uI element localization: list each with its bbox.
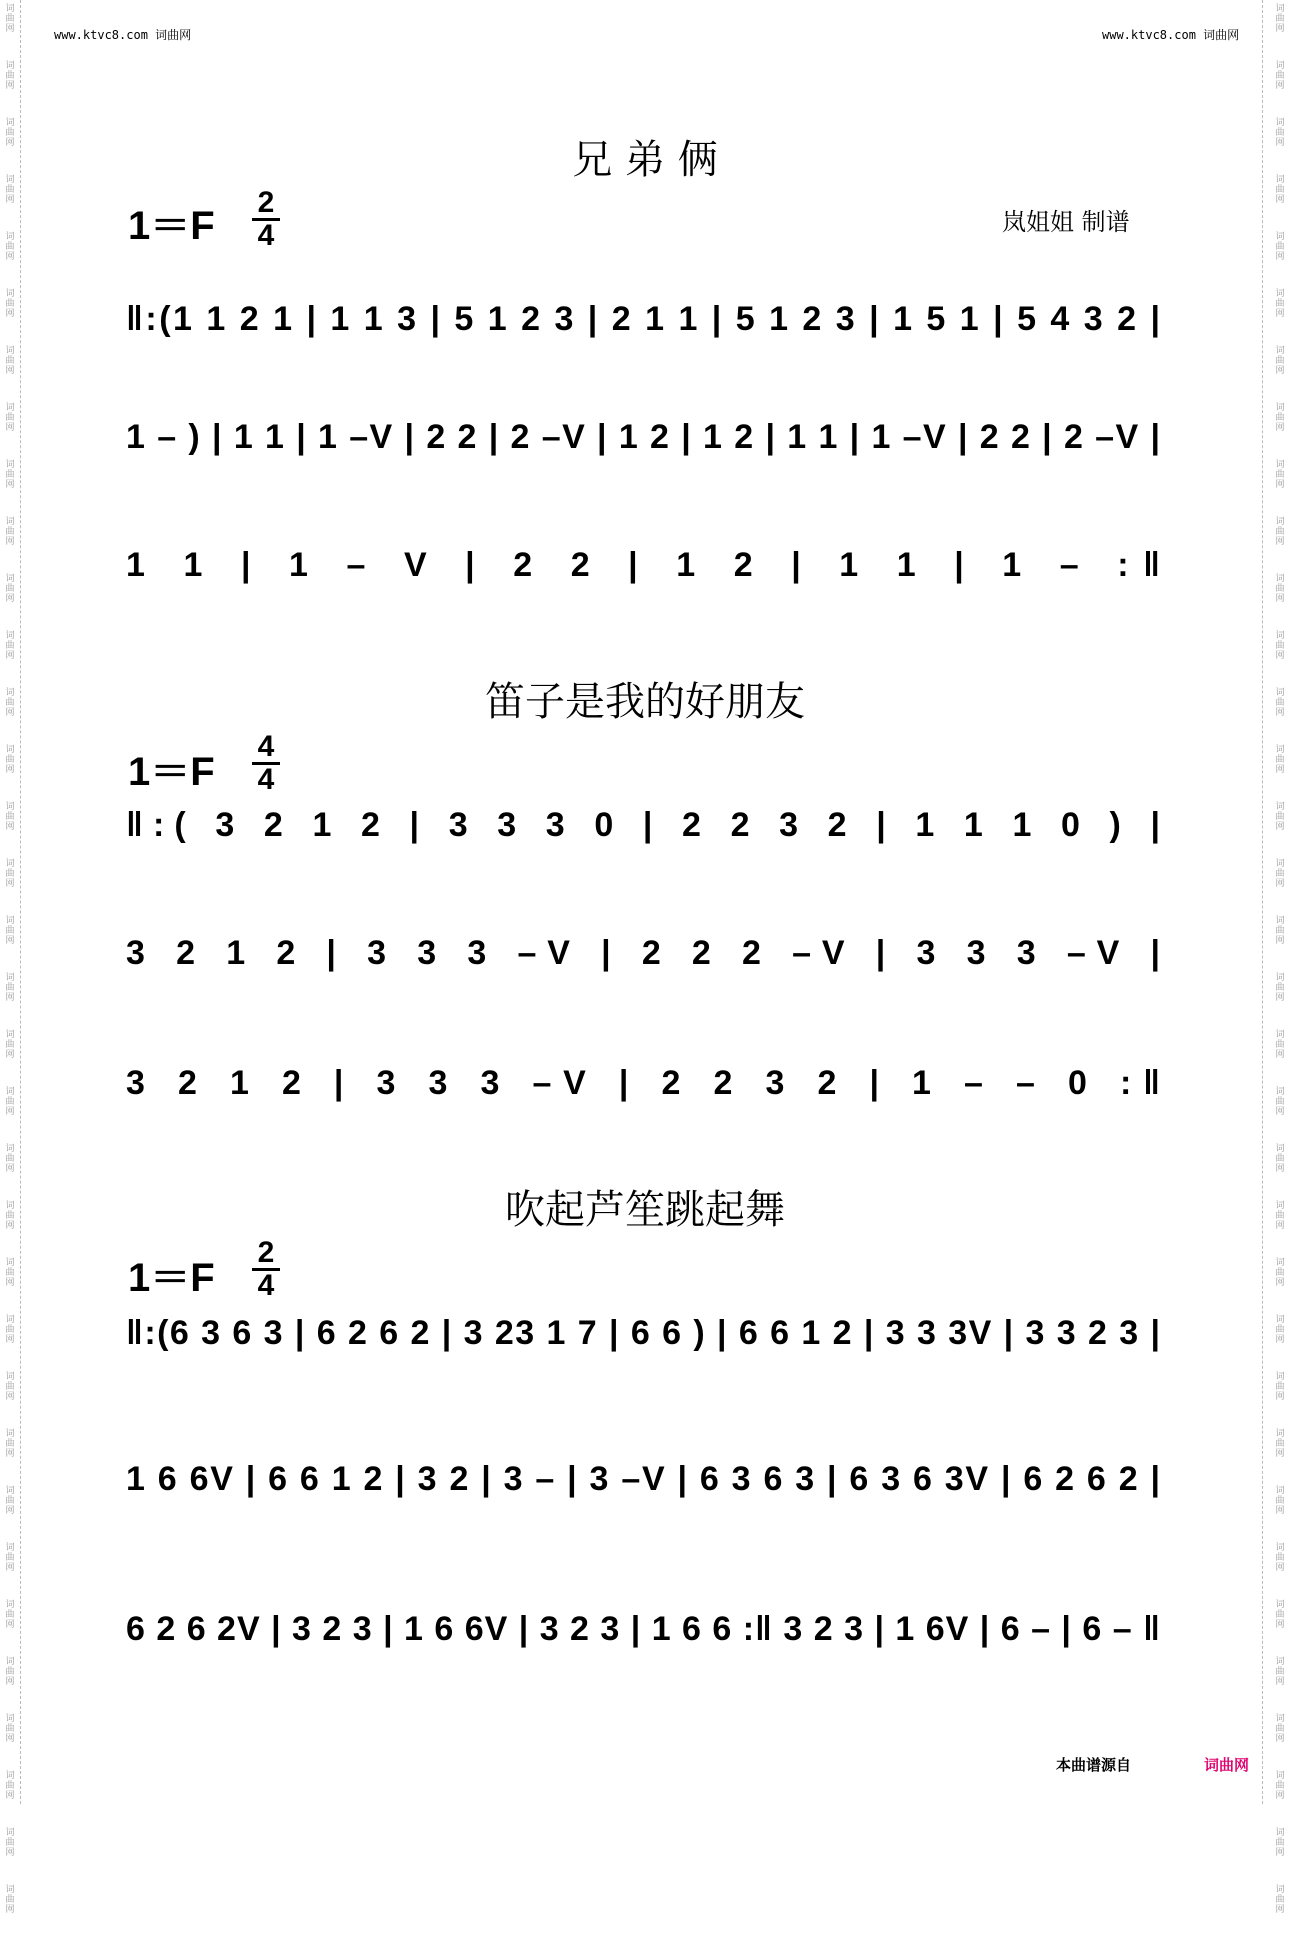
time-top: 2 — [257, 186, 275, 219]
score-line — [126, 1050, 1166, 1120]
time-top: 2 — [257, 1236, 275, 1269]
score-notes: 6 2 6 2V | 3 2 3 | 1 6 6V | 3 2 3 | 1 6 6 :‖ 3 2 3 | 1 6V | 6 – | 6 – ‖ — [126, 1610, 1160, 1648]
time-signature — [248, 1238, 284, 1301]
score-line — [126, 532, 1166, 602]
right-margin-line — [1262, 0, 1263, 1804]
score-line-svg — [126, 532, 1166, 602]
time-bottom: 4 — [257, 763, 275, 796]
site-watermark-left: www.ktvc8.com 词曲网 — [54, 28, 192, 42]
score-notes: ‖:( 3 2 1 2 | 3 3 3 0 | 2 2 3 2 | 1 1 1 0 ) | — [126, 806, 1160, 844]
footer-source-site[interactable]: 词曲网 — [1204, 1756, 1250, 1774]
score-line — [126, 920, 1166, 990]
score-line-svg — [126, 792, 1166, 862]
score-notes: ‖:(1 1 2 1 | 1 1 3 | 5 1 2 3 | 2 1 1 | 5 1 2 3 | 1 5 1 | 5 4 3 2 | — [126, 300, 1160, 338]
time-bottom: 4 — [257, 219, 275, 252]
score-line — [126, 792, 1166, 862]
score-notes: 1 – ) | 1 1 | 1 –V | 2 2 | 2 –V | 1 2 | 1 2 | 1 1 | 1 –V | 2 2 | 2 –V | — [126, 418, 1161, 456]
arranger-credit: 岚姐姐 制谱 — [1002, 208, 1130, 236]
score-line — [126, 1596, 1166, 1666]
site-watermark-right: www.ktvc8.com 词曲网 — [1102, 28, 1240, 42]
score-notes: ‖:(6 3 6 3 | 6 2 6 2 | 3 23 1 7 | 6 6 ) | 6 6 1 2 | 3 3 3V | 3 3 2 3 | — [126, 1314, 1160, 1352]
score-line-svg — [126, 1300, 1166, 1370]
score-notes: 1 1 | 1 – V | 2 2 | 1 2 | 1 1 | 1 – :‖ — [126, 546, 1161, 584]
score-line — [126, 1300, 1166, 1370]
score-line — [126, 404, 1166, 474]
left-margin-line — [20, 0, 21, 1804]
score-line-svg — [126, 1050, 1166, 1120]
footer-source-label: 本曲谱源自 — [1056, 1756, 1132, 1774]
score-line — [126, 1446, 1166, 1516]
score-line — [126, 286, 1166, 356]
score-line-svg — [126, 1596, 1166, 1666]
score-notes: 3 2 1 2 | 3 3 3 –V | 2 2 2 –V | 3 3 3 –V | — [126, 934, 1161, 972]
song-title: 吹起芦笙跳起舞 — [505, 1187, 785, 1233]
left-side-watermark: 词 曲 网 词 曲 网 词 曲 网 词 曲 网 词 曲 网 词 曲 网 词 曲 网 词 曲 网 词 曲 网 词 曲 网 词 曲 网 词 曲 网 词 曲 网 词 曲 网 词 曲 网 词 曲 网 词 曲 网 词 曲 网 词 曲 网 词 曲 网 词 曲 网 词 曲 网 词 曲 网 词 曲 网 词 曲 网 词 曲 网 词 曲 网 词 曲 网 词 曲 网 词 曲 网 词 曲 网 词 曲 网 词 曲 网 词 曲 网 — [5, 4, 15, 1915]
song-title: 笛子是我的好朋友 — [485, 679, 805, 725]
score-notes: 1 6 6V | 6 6 1 2 | 3 2 | 3 – | 3 –V | 6 3 6 3 | 6 3 6 3V | 6 2 6 2 | — [126, 1460, 1160, 1498]
key-signature: 1＝F — [128, 1256, 215, 1300]
song-title: 兄 弟 俩 — [572, 137, 718, 183]
right-side-watermark: 词 曲 网 词 曲 网 词 曲 网 词 曲 网 词 曲 网 词 曲 网 词 曲 网 词 曲 网 词 曲 网 词 曲 网 词 曲 网 词 曲 网 词 曲 网 词 曲 网 词 曲 网 词 曲 网 词 曲 网 词 曲 网 词 曲 网 词 曲 网 词 曲 网 词 曲 网 词 曲 网 词 曲 网 词 曲 网 词 曲 网 词 曲 网 词 曲 网 词 曲 网 词 曲 网 词 曲 网 词 曲 网 词 曲 网 词 曲 网 — [1275, 4, 1285, 1915]
score-line-svg — [126, 1446, 1166, 1516]
score-line-svg — [126, 404, 1166, 474]
key-signature: 1＝F — [128, 204, 215, 248]
score-notes: 3 2 1 2 | 3 3 3 –V | 2 2 3 2 | 1 – – 0 :‖ — [126, 1064, 1160, 1102]
time-bottom: 4 — [257, 1269, 275, 1302]
time-signature — [248, 732, 284, 795]
score-line-svg — [126, 286, 1166, 356]
time-top: 4 — [257, 730, 275, 763]
key-signature: 1＝F — [128, 750, 215, 794]
score-line-svg — [126, 920, 1166, 990]
time-signature — [248, 188, 284, 251]
